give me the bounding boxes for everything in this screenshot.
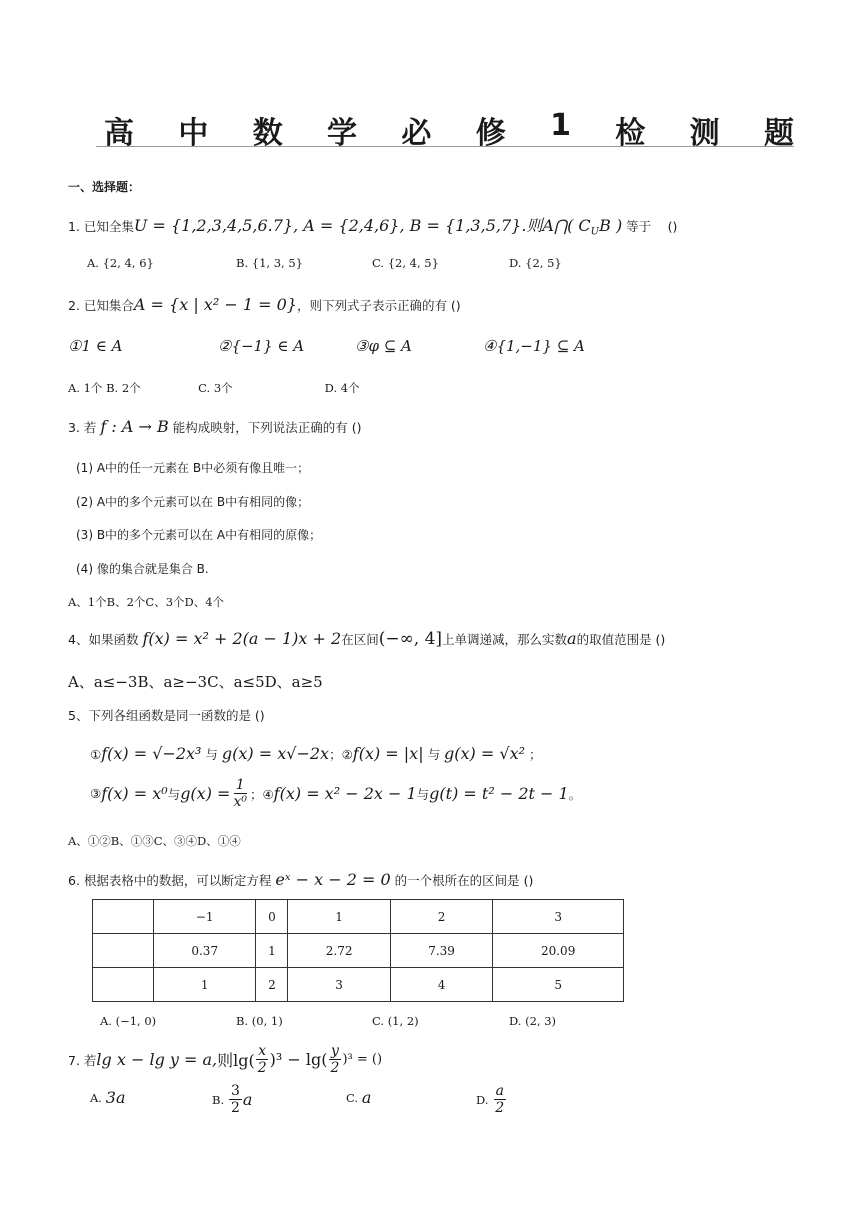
question-4 xyxy=(68,629,665,649)
fraction-denominator: 2 xyxy=(230,1100,240,1116)
q4-choices: A、a≤−3B、a≥−3C、a≤5D、a≥5 xyxy=(68,673,323,691)
q6-suffix: 的一个根所在的区间是 () xyxy=(394,873,534,888)
q5-choices: A、①②B、①③C、③④D、①④ xyxy=(68,834,241,848)
option-label: D. xyxy=(476,1092,489,1107)
table-cell: 0 xyxy=(256,900,288,934)
q7-math: lg x − lg y = a, xyxy=(96,1050,218,1069)
q7-fraction-y xyxy=(329,1044,342,1075)
q2-math: A = {x | x² − 1 = 0} xyxy=(133,295,297,314)
q7-prefix: 7. 若 xyxy=(68,1052,97,1068)
table-cell: 5 xyxy=(493,968,624,1002)
q7-mid: 则lg( xyxy=(217,1051,255,1070)
title-char: 检 xyxy=(615,116,646,151)
option-value: 3a xyxy=(105,1088,126,1107)
q2-statement-4: ④{1,−1} ⊆ A xyxy=(483,337,585,355)
fraction-denominator: 2 xyxy=(330,1060,340,1076)
q2-statement-3: ③φ ⊆ A xyxy=(355,337,412,355)
q3-choices: A、1个B、2个C、3个D、4个 xyxy=(68,595,225,609)
q7-option-c xyxy=(346,1088,371,1107)
fraction-numerator: 1 xyxy=(235,777,245,793)
table-cell: 2.72 xyxy=(288,934,390,968)
q3-prefix: 3. 若 xyxy=(68,420,97,435)
question-3 xyxy=(68,417,361,436)
table-cell xyxy=(93,934,154,968)
q3-statement-4: (4) 像的集合就是集合 B. xyxy=(76,562,209,576)
table-cell: 1 xyxy=(288,900,390,934)
fraction-denominator: x⁰ xyxy=(233,794,247,810)
table-cell xyxy=(93,968,154,1002)
fraction-numerator: y xyxy=(331,1043,339,1059)
q5-l1-w2: 与 xyxy=(423,747,445,762)
q4-math: f(x) = x² + 2(a − 1)x + 2 xyxy=(142,629,342,648)
q2-statement-1: ①1 ∈ A xyxy=(68,337,123,355)
q6-math: eˣ − x − 2 = 0 xyxy=(275,870,391,889)
q2-suffix: ，则下列式子表示正确的有 () xyxy=(296,298,461,313)
q5-l2-g2: g(t) = t² − 2t − 1 xyxy=(429,784,569,803)
q7-fraction-x xyxy=(256,1044,269,1075)
option-fraction xyxy=(493,1084,506,1115)
q2-choices: A. 1个 B. 2个 C. 3个 D. 4个 xyxy=(68,381,360,395)
q2-prefix: 2. 已知集合 xyxy=(68,298,134,313)
fraction-numerator: 3 xyxy=(230,1083,240,1099)
q6-option-c: C. (1, 2) xyxy=(372,1014,419,1028)
q5-l1-f2: f(x) = |x| xyxy=(352,744,424,763)
q5-l1-g2: g(x) = √x² xyxy=(444,744,526,763)
question-1 xyxy=(68,213,677,238)
table-cell: 2 xyxy=(256,968,288,1002)
option-label: B. xyxy=(212,1092,225,1107)
q5-l2-f1: f(x) = x⁰ xyxy=(101,784,168,803)
q1-option-b: B. {1, 3, 5} xyxy=(236,256,303,270)
option-label: C. xyxy=(346,1090,359,1105)
q7-option-d xyxy=(476,1084,507,1115)
table-cell: 3 xyxy=(493,900,624,934)
q2-statement-2: ②{−1} ∈ A xyxy=(218,337,305,355)
table-cell: 4 xyxy=(390,968,492,1002)
q5-l1-p1: ① xyxy=(90,747,102,762)
q1-math-sub: U xyxy=(590,226,600,238)
question-7 xyxy=(68,1044,382,1075)
fraction-denominator: 2 xyxy=(257,1060,267,1076)
q3-statement-3: (3) B中的多个元素可以在 A中有相同的原像； xyxy=(76,528,322,542)
q7-mid2: )³ − lg( xyxy=(269,1050,328,1069)
q4-suffix: 的取值范围是 () xyxy=(576,632,666,647)
option-var: a xyxy=(242,1090,253,1109)
q5-l2-p2: ；④ xyxy=(249,786,274,802)
q6-option-a: A. (−1, 0) xyxy=(100,1014,157,1028)
q5-l2-g1-lhs: g(x) = xyxy=(180,784,231,803)
fraction-numerator: a xyxy=(495,1083,504,1099)
table-cell xyxy=(93,900,154,934)
q7-option-b xyxy=(212,1084,252,1115)
title-char: 中 xyxy=(178,116,209,151)
title-char: 学 xyxy=(327,116,358,151)
table-row xyxy=(93,934,624,968)
q1-option-a: A. {2, 4, 6} xyxy=(87,256,154,270)
table-cell: 1 xyxy=(256,934,288,968)
title-char: 1 xyxy=(550,108,571,143)
title-char: 测 xyxy=(689,116,720,151)
table-cell: −1 xyxy=(154,900,256,934)
table-cell: 1 xyxy=(154,968,256,1002)
q5-l2-w1: 与 xyxy=(167,786,181,802)
q5-l2-w2: 与 xyxy=(416,786,430,802)
q3-statement-1: (1) A中的任一元素在 B中必须有像且唯一； xyxy=(76,461,310,475)
q5-l1-end: ； xyxy=(525,747,542,762)
q5-l2-f2: f(x) = x² − 2x − 1 xyxy=(273,784,417,803)
q3-statement-2: (2) A中的多个元素可以在 B中有相同的像； xyxy=(76,495,310,509)
q4-mid2: 上单调递减，那么实数 xyxy=(442,632,568,647)
q6-option-b: B. (0, 1) xyxy=(236,1014,283,1028)
table-row xyxy=(93,900,624,934)
table-row xyxy=(93,968,624,1002)
question-6 xyxy=(68,870,533,889)
option-value: a xyxy=(361,1088,372,1107)
title-char: 题 xyxy=(763,116,794,151)
q4-prefix: 4、如果函数 xyxy=(68,632,139,647)
table-cell: 0.37 xyxy=(154,934,256,968)
title-divider xyxy=(96,146,794,147)
q4-interval: (−∞, 4] xyxy=(378,629,443,649)
fraction-denominator: 2 xyxy=(495,1100,505,1116)
section-heading: 一、选择题： xyxy=(68,180,141,194)
q5-l2-end: 。 xyxy=(568,786,582,802)
option-fraction xyxy=(229,1084,242,1115)
q7-suffix: )³ = () xyxy=(342,1052,383,1067)
q5-l2-g1-fraction xyxy=(231,778,249,809)
q4-var: a xyxy=(567,629,577,648)
q3-math: f : A → B xyxy=(100,417,169,436)
data-table xyxy=(92,899,624,1002)
title-char: 修 xyxy=(475,116,506,151)
question-5: 5、下列各组函数是同一函数的是 () xyxy=(68,708,265,723)
q4-mid: 在区间 xyxy=(341,632,379,647)
option-label: A. xyxy=(90,1090,102,1105)
q1-option-d: D. {2, 5} xyxy=(509,256,562,270)
table-cell: 2 xyxy=(390,900,492,934)
q5-l1-w1: 与 xyxy=(201,747,222,762)
table-cell: 7.39 xyxy=(390,934,492,968)
q5-l2-p1: ③ xyxy=(90,786,102,801)
q5-line-1 xyxy=(90,744,542,763)
q1-option-c: C. {2, 4, 5} xyxy=(372,256,439,270)
q3-suffix: 能构成映射，下列说法正确的有 () xyxy=(172,420,362,435)
q1-math-end: B ) xyxy=(599,216,623,235)
q1-math: U = {1,2,3,4,5,6.7}, A = {2,4,6}, B = {1,3,5,7}.则A⋂( C xyxy=(133,216,591,235)
q6-prefix: 6. 根据表格中的数据，可以断定方程 xyxy=(68,873,272,888)
table-cell: 20.09 xyxy=(493,934,624,968)
q5-line-2 xyxy=(90,778,581,809)
title-char: 必 xyxy=(401,116,432,151)
title-char: 数 xyxy=(252,116,283,151)
table-cell: 3 xyxy=(288,968,390,1002)
fraction-numerator: x xyxy=(258,1043,267,1059)
title-char: 高 xyxy=(104,116,134,151)
q5-l1-p2: ；② xyxy=(329,747,353,762)
q1-prefix: 1. 已知全集 xyxy=(68,219,134,234)
q1-suffix: 等于 () xyxy=(622,219,678,234)
q6-option-d: D. (2, 3) xyxy=(509,1014,557,1028)
q7-option-a xyxy=(90,1088,126,1107)
q5-l1-g1: g(x) = x√−2x xyxy=(221,744,330,763)
question-2 xyxy=(68,295,461,314)
q5-l1-f1: f(x) = √−2x³ xyxy=(101,744,202,763)
